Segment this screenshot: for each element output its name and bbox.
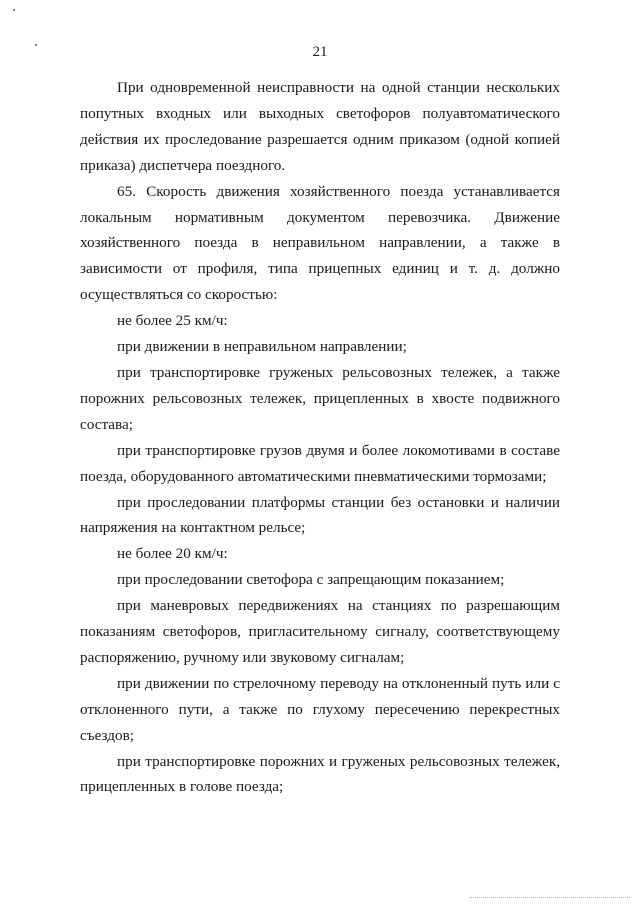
paragraph-clause-65: 65. Скорость движения хозяйственного поезда устанавливается локальным нормативным документом перевозчика. Движение хозяйственного поезда в неправильном направлении, а также в зависимости от профиля, типа прицепных единиц и т. д. должно осуществляться со скоростью: [80,182,560,304]
paragraph-signals-order: При одновременной неисправности на одной станции нескольких попутных входных или выходных светофоров полуавтоматического действия их проследование разрешается одним приказом (одной копией приказа) диспетчера поездного. [80,79,560,174]
list-item: при движении в неправильном направлении; [117,338,407,356]
page-number: 21 [312,44,328,60]
list-item: при маневровых передвижениях на станциях по разрешающим показаниям светофоров, пригласительному сигналу, соответствующему распоряжению, ручному или звуковому сигналам; [80,597,560,666]
speed-limit-25-heading: не более 25 км/ч: [117,312,228,330]
speed-limit-20-heading: не более 20 км/ч: [117,545,228,563]
list-item: при движении по стрелочному переводу на отклоненный путь или с отклоненного пути, а также по глухому пересечению перекрестных съездов; [80,674,560,744]
list-item: при транспортировке грузов двумя и более локомотивами в составе поезда, оборудованного автоматическими пневматическими тормозами; [80,441,560,485]
list-item: при транспортировке порожних и груженых рельсовозных тележек, прицепленных в голове поезда; [80,752,560,796]
list-item: при проследовании светофора с запрещающим показанием; [117,571,505,589]
document-body [80,75,560,800]
scan-speck [13,9,15,11]
scan-edge-artifact [470,897,630,899]
list-item: при проследовании платформы станции без остановки и наличии напряжения на контактном рельсе; [80,493,560,537]
list-item: при транспортировке груженых рельсовозных тележек, а также порожних рельсовозных тележек, прицепленных в хвосте подвижного состава; [80,363,560,433]
